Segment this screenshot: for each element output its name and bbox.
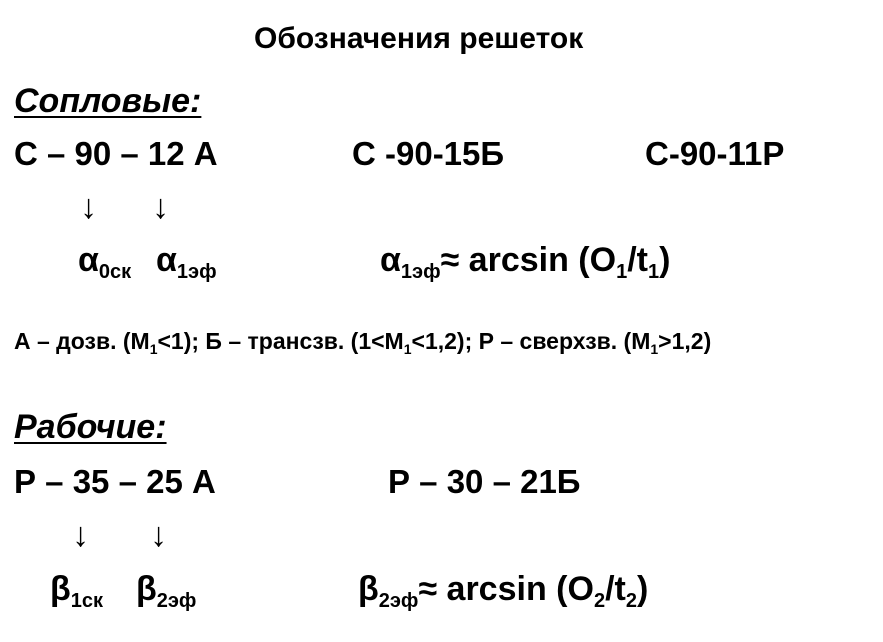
alpha-0sk-symbol: $\alpha_{0ск}$	[78, 241, 132, 283]
mach-legend: А – дозв. $(М_1<1)$; Б – трансзв. $(1<М_1<1,2)$; Р – сверхзв. $(М_1>1,2)$	[14, 328, 712, 357]
nozzle-example-1: С – 90 – 12 А	[14, 135, 218, 172]
page-title: Обозначения решеток	[254, 22, 584, 55]
nozzle-example-2: С -90-15Б	[352, 135, 505, 172]
down-arrow-icon: ↓	[152, 188, 169, 226]
down-arrow-icon: ↓	[150, 516, 167, 554]
beta-1sk-symbol: $\beta_{1ск}$	[50, 570, 104, 612]
working-example-2: Р – 30 – 21Б	[388, 463, 581, 500]
working-example-1: Р – 35 – 25 А	[14, 463, 216, 500]
down-arrow-icon: ↓	[80, 188, 97, 226]
working-angle-formula: $\beta_{2эф}\approx \arcsin (O_2/t_2)$	[358, 570, 649, 612]
nozzle-example-3: С-90-11Р	[645, 135, 785, 172]
working-heading: Рабочие:	[14, 408, 167, 446]
nozzle-heading: Сопловые:	[14, 82, 202, 120]
nozzle-angle-formula: $\alpha_{1эф}\approx \arcsin (O_1/t_1)$	[380, 241, 671, 283]
alpha-1ef-symbol: $\alpha_{1эф}$	[156, 241, 217, 283]
down-arrow-icon: ↓	[72, 516, 89, 554]
beta-2ef-symbol: $\beta_{2эф}$	[136, 570, 197, 612]
